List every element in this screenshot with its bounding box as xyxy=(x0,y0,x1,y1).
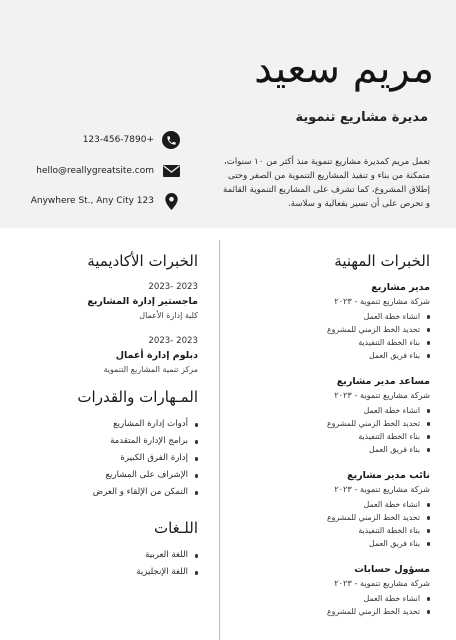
summary-line: و تحرص على أن تسير بفعالية و سلاسة. xyxy=(288,199,430,209)
task-list xyxy=(250,404,430,456)
phone-text: 123-456-7890+ xyxy=(82,135,154,145)
job-entry xyxy=(250,374,430,456)
section-title: اللـغات xyxy=(153,519,198,537)
education-date: 2023 -2023 xyxy=(148,282,198,292)
languages-list xyxy=(38,547,198,581)
person-name: مريم سعيد xyxy=(254,46,434,92)
task-item: بناء الخطة التنفيذية xyxy=(250,524,430,537)
task-item: تحديد الخط الزمني للمشروع xyxy=(250,323,430,336)
section-title: المـهارات والقدرات xyxy=(77,388,198,406)
job-title: مديرة مشاريع تنموية xyxy=(295,110,428,125)
job-company: شركة مشاريع تنموية - ٢٠٢٣ xyxy=(334,296,430,306)
task-item: بناء فريق العمل xyxy=(250,443,430,456)
summary-line: إطلاق المشروع، كما تشرف على المشاريع التنموية القائمة xyxy=(222,185,430,195)
profile-summary xyxy=(222,155,430,211)
envelope-icon xyxy=(162,162,180,180)
education-entry xyxy=(38,334,198,376)
contact-phone xyxy=(0,129,180,151)
education-degree: ماجستير إدارة المشاريع xyxy=(87,296,198,307)
task-item: تحديد الخط الزمني للمشروع xyxy=(250,417,430,430)
education-entry xyxy=(38,280,198,322)
task-item: انشاء خطة العمل xyxy=(250,404,430,417)
column-divider xyxy=(219,240,220,640)
phone-icon xyxy=(162,131,180,149)
section-title: الخبرات المهنية xyxy=(334,252,430,270)
education-degree: دبلوم إدارة أعمال xyxy=(115,350,198,361)
language-item: اللغة الإنجليزية xyxy=(38,564,198,581)
education-school: كلية إدارة الأعمال xyxy=(139,311,198,320)
skill-item: إدارة الفرق الكبيرة xyxy=(38,450,198,467)
task-list xyxy=(250,310,430,362)
job-role: مدير مشاريع xyxy=(371,282,430,293)
task-list xyxy=(250,592,430,618)
skill-item: برامج الإدارة المتقدمة xyxy=(38,433,198,450)
task-item: انشاء خطة العمل xyxy=(250,592,430,605)
address-text: Anywhere St., Any City 123 xyxy=(30,196,154,206)
job-role: نائب مدير مشاريع xyxy=(347,470,430,481)
job-role: مساعد مدير مشاريع xyxy=(336,376,430,387)
location-pin-icon xyxy=(162,192,180,210)
job-entry xyxy=(250,468,430,550)
summary-line: متمكنة من بناء و تنفيذ المشاريع التنموية من الصفر وحتى xyxy=(228,171,430,181)
task-item: تحديد الخط الزمني للمشروع xyxy=(250,511,430,524)
language-item: اللغة العربية xyxy=(38,547,198,564)
email-text: hello@reallygreatsite.com xyxy=(36,166,154,176)
task-item: انشاء خطة العمل xyxy=(250,310,430,323)
job-entry xyxy=(250,280,430,362)
skill-item: التمكن من الإلقاء و العرض xyxy=(38,484,198,501)
education-school: مركز تنمية المشاريع التنموية xyxy=(103,365,198,374)
task-item: تحديد الخط الزمني للمشروع xyxy=(250,605,430,618)
summary-line: تعمل مريم كمديرة مشاريع تنموية منذ أكثر من ١٠ سنوات، xyxy=(223,157,430,167)
task-item: بناء فريق العمل xyxy=(250,349,430,362)
skills-list xyxy=(38,416,198,501)
task-item: انشاء خطة العمل xyxy=(250,498,430,511)
skill-item: أدوات إدارة المشاريع xyxy=(38,416,198,433)
job-company: شركة مشاريع تنموية - ٢٠٢٣ xyxy=(334,484,430,494)
experience-section xyxy=(250,252,430,630)
left-column xyxy=(38,252,198,599)
task-item: بناء فريق العمل xyxy=(250,537,430,550)
resume-header xyxy=(0,0,456,228)
job-company: شركة مشاريع تنموية - ٢٠٢٣ xyxy=(334,390,430,400)
contact-email xyxy=(0,160,180,182)
skill-item: الإشراف على المشاريع xyxy=(38,467,198,484)
contact-address xyxy=(0,190,180,212)
task-item: بناء الخطة التنفيذية xyxy=(250,336,430,349)
task-item: بناء الخطة التنفيذية xyxy=(250,430,430,443)
job-entry xyxy=(250,562,430,618)
job-company: شركة مشاريع تنموية - ٢٠٢٣ xyxy=(334,578,430,588)
task-list xyxy=(250,498,430,550)
job-role: مسؤول حسابات xyxy=(354,564,430,575)
education-date: 2023 -2023 xyxy=(148,336,198,346)
section-title: الخبرات الأكاديمية xyxy=(87,252,198,270)
